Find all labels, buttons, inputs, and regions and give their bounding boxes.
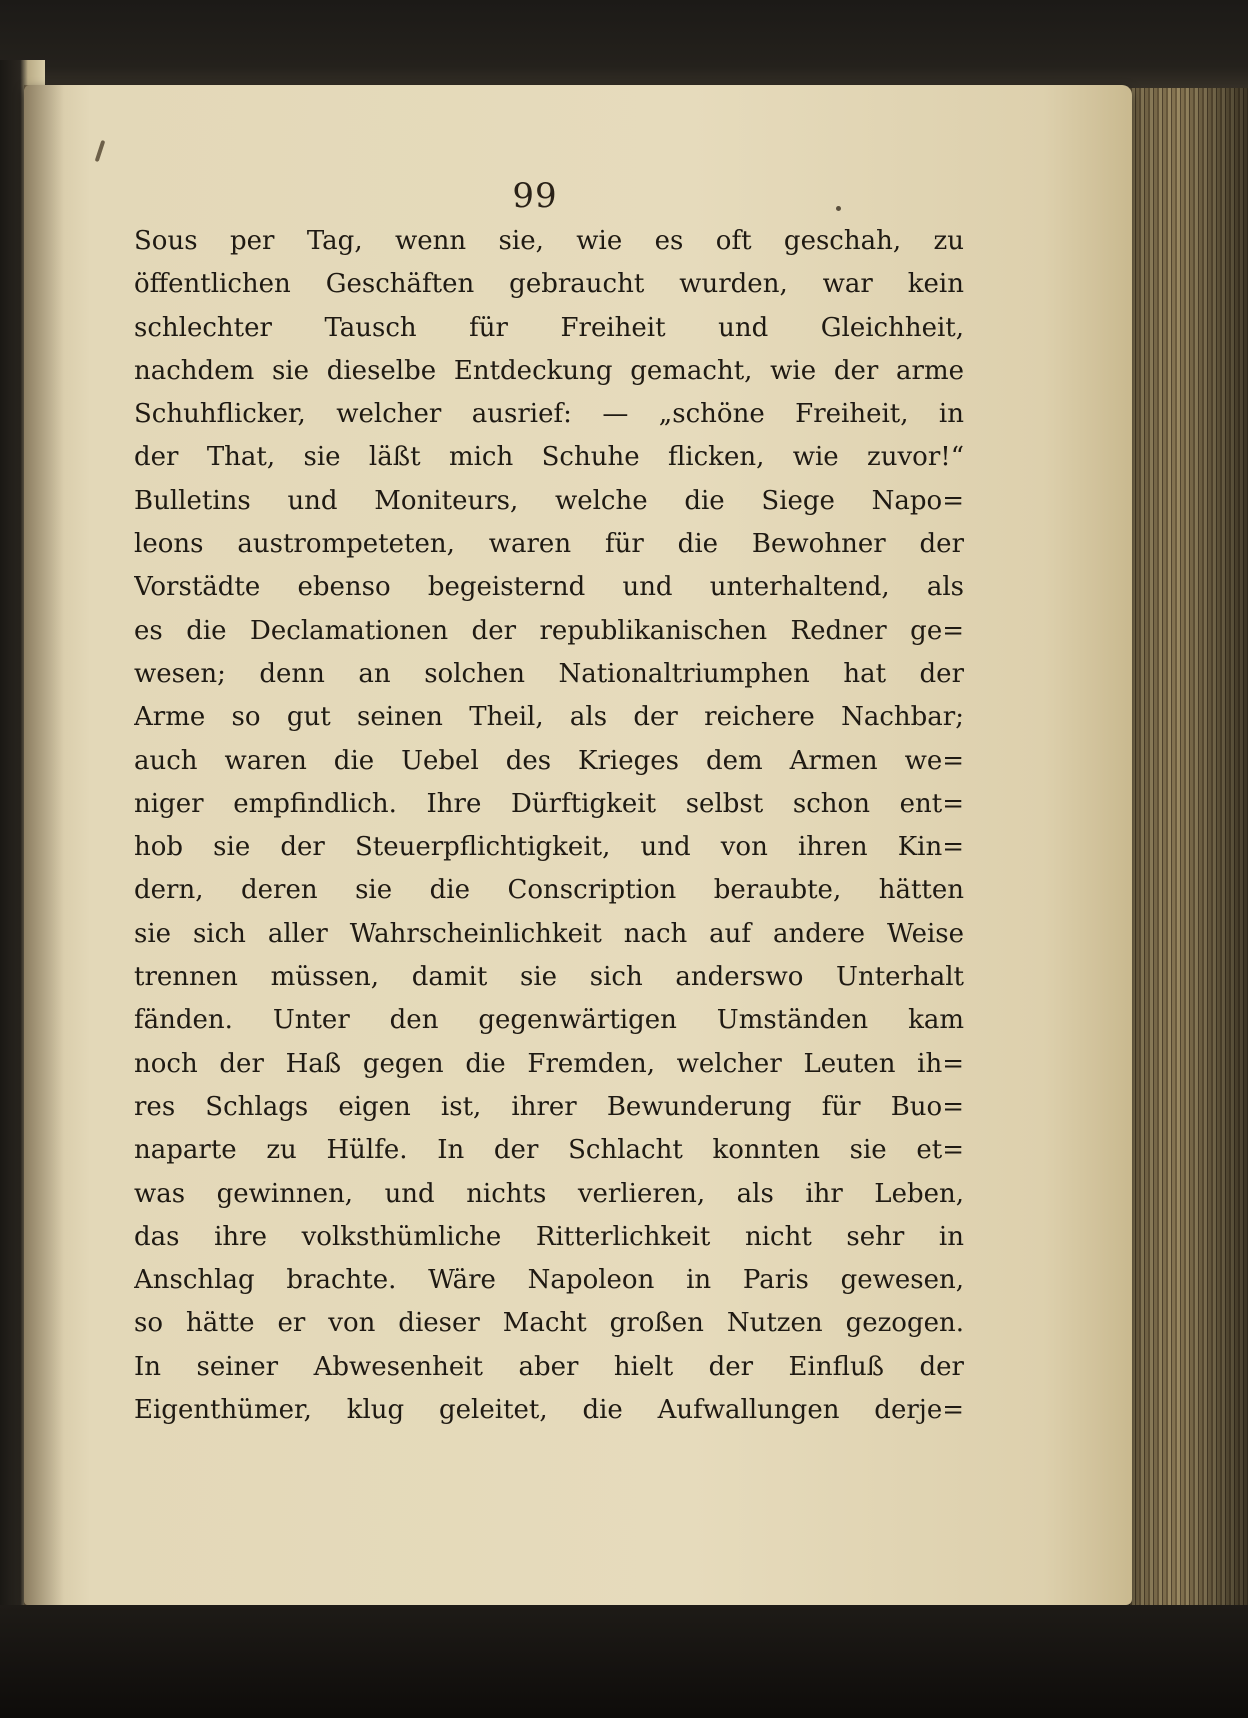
text-line: so hätte er von dieser Macht großen Nutzen gezogen.: [134, 1308, 964, 1339]
text-line: naparte zu Hülfe. In der Schlacht konnten sie et=: [134, 1135, 964, 1166]
text-line: res Schlags eigen ist, ihrer Bewunderung für Buo=: [134, 1091, 964, 1122]
ink-speck: [836, 206, 841, 211]
text-line: sie sich aller Wahrscheinlichkeit nach auf andere Weise: [134, 918, 964, 949]
body-text: [134, 220, 964, 1432]
text-line: auch waren die Uebel des Krieges dem Armen we=: [134, 745, 964, 776]
page-number: 99: [512, 176, 558, 216]
text-line: Schuhflicker, welcher ausrief: — „schöne Freiheit, in: [134, 399, 964, 430]
book-cover-top: [0, 0, 1248, 95]
text-line: Bulletins und Moniteurs, welche die Siege Napo=: [134, 485, 964, 516]
text-line: fänden. Unter den gegenwärtigen Umständen kam: [134, 1005, 964, 1036]
text-line: Arme so gut seinen Theil, als der reichere Nachbar;: [134, 702, 964, 733]
text-line: Eigenthümer, klug geleitet, die Aufwallungen derje=: [134, 1395, 964, 1426]
text-line: wesen; denn an solchen Nationaltriumphen hat der: [134, 658, 964, 689]
text-line: Vorstädte ebenso begeisternd und unterhaltend, als: [134, 572, 964, 603]
text-line: was gewinnen, und nichts verlieren, als ihr Leben,: [134, 1178, 964, 1209]
text-line: Anschlag brachte. Wäre Napoleon in Paris gewesen,: [134, 1265, 964, 1296]
text-line: es die Declamationen der republikanischen Redner ge=: [134, 615, 964, 646]
text-line: Sous per Tag, wenn sie, wie es oft geschah, zu: [134, 226, 964, 256]
scan-background-bottom: [0, 1605, 1248, 1718]
text-line: nachdem sie dieselbe Entdeckung gemacht, wie der arme: [134, 355, 964, 386]
text-line: trennen müssen, damit sie sich anderswo Unterhalt: [134, 962, 964, 993]
text-line: leons austrompeteten, waren für die Bewohner der: [134, 529, 964, 560]
text-line: öffentlichen Geschäften gebraucht wurden, war kein: [134, 269, 964, 300]
text-line: niger empfindlich. Ihre Dürftigkeit selbst schon ent=: [134, 788, 964, 819]
text-line: der That, sie läßt mich Schuhe flicken, wie zuvor!“: [134, 442, 964, 473]
text-line: In seiner Abwesenheit aber hielt der Einfluß der: [134, 1351, 964, 1382]
text-line: dern, deren sie die Conscription beraubte, hätten: [134, 875, 964, 906]
text-line: das ihre volksthümliche Ritterlichkeit nicht sehr in: [134, 1221, 964, 1252]
fore-edge-shadow: [1128, 88, 1248, 1648]
text-line: hob sie der Steuerpflichtigkeit, und von ihren Kin=: [134, 832, 964, 863]
text-line: schlechter Tausch für Freiheit und Gleichheit,: [134, 312, 964, 343]
text-line: noch der Haß gegen die Fremden, welcher Leuten ih=: [134, 1048, 964, 1079]
gutter-shadow: [24, 85, 64, 1605]
